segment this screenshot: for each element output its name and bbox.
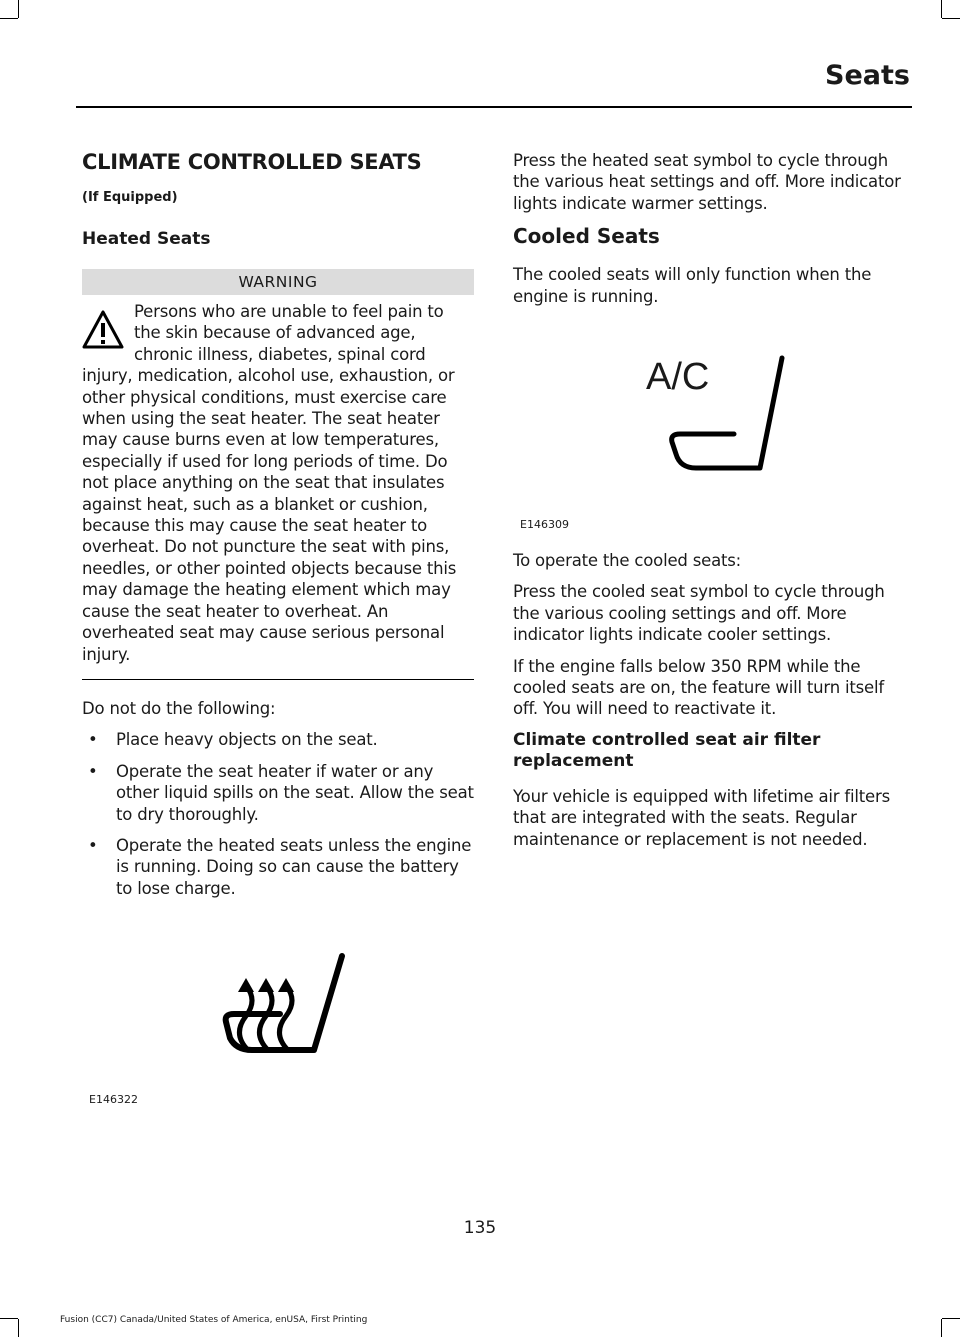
left-column: [82, 150, 474, 909]
figure-label: E146309: [520, 518, 569, 531]
intro-text: Do not do the following:: [82, 698, 276, 718]
crop-mark: [941, 0, 942, 18]
crop-mark: [0, 1318, 18, 1319]
warning-rule: [82, 679, 474, 680]
heated-instructions: Press the heated seat symbol to cycle through the various heat settings and off. More indicator lights indicate warmer settings.: [513, 151, 901, 213]
footer-text: Fusion (CC7) Canada/United States of America, enUSA, First Printing: [60, 1315, 368, 1325]
air-filter-heading: Climate controlled seat air filter replacement: [513, 729, 821, 771]
section-heading: CLIMATE CONTROLLED SEATS: [82, 150, 422, 174]
header-rule: [76, 106, 912, 108]
crop-mark: [941, 1319, 942, 1337]
crop-mark: [18, 0, 19, 18]
right-column-lower: [513, 550, 905, 860]
warning-body: [82, 301, 474, 665]
right-column: [513, 150, 905, 317]
warning-text: Persons who are unable to feel pain to the skin because of advanced age, chronic illness, diabetes, spinal cord injury, medication, alcohol use, exhaustion, or other physical conditions, must exercise care when using the seat heater. The seat heater may cause burns even at low temperatures, especially if used for long periods of time. Do not place anything on the seat that insulates against heat, such as a blanket or cushion, because this may cause the seat heater to overheat. Do not puncture the seat with pins, needles, or other pointed objects because this may damage the heating element which may cause the seat heater to overheat. An overheated seat may cause serious personal injury.: [82, 302, 457, 664]
cooled-seat-figure: [636, 350, 796, 490]
cooled-instructions: Press the cooled seat symbol to cycle through the various cooling settings and off. More indicator lights indicate cooler settings.: [513, 582, 885, 645]
cooled-intro: To operate the cooled seats:: [513, 551, 742, 570]
figure-label: E146322: [89, 1093, 138, 1106]
warning-title: WARNING: [82, 269, 474, 295]
heated-seats-heading: Heated Seats: [82, 229, 211, 249]
crop-mark: [18, 1319, 19, 1337]
warning-box: [82, 269, 474, 680]
heated-seat-icon: [218, 950, 348, 1060]
crop-mark: [0, 18, 18, 19]
rpm-note: If the engine falls below 350 RPM while the cooled seats are on, the feature will turn itself off. You will need to reactivate it.: [513, 656, 885, 719]
cooled-seats-text: The cooled seats will only function when the engine is running.: [513, 265, 872, 306]
if-equipped-note: (If Equipped): [82, 190, 178, 205]
do-not-list: [82, 729, 474, 899]
ac-label: A/C: [646, 356, 710, 398]
page-header-title: Seats: [825, 60, 910, 91]
air-filter-text: Your vehicle is equipped with lifetime air filters that are integrated with the seats. Regular maintenance or replacement is not needed.: [513, 786, 890, 849]
crop-mark: [942, 1318, 960, 1319]
list-item: • Operate the heated seats unless the engine is running. Doing so can cause the battery to lose charge.: [88, 835, 472, 898]
warning-triangle-icon: [82, 309, 124, 351]
list-item: • Place heavy objects on the seat.: [88, 730, 378, 750]
page-number: 135: [463, 1218, 497, 1238]
cooled-seats-heading: Cooled Seats: [513, 224, 660, 249]
list-item: • Operate the seat heater if water or any other liquid spills on the seat. Allow the seat to dry thoroughly.: [88, 761, 474, 824]
crop-mark: [942, 18, 960, 19]
